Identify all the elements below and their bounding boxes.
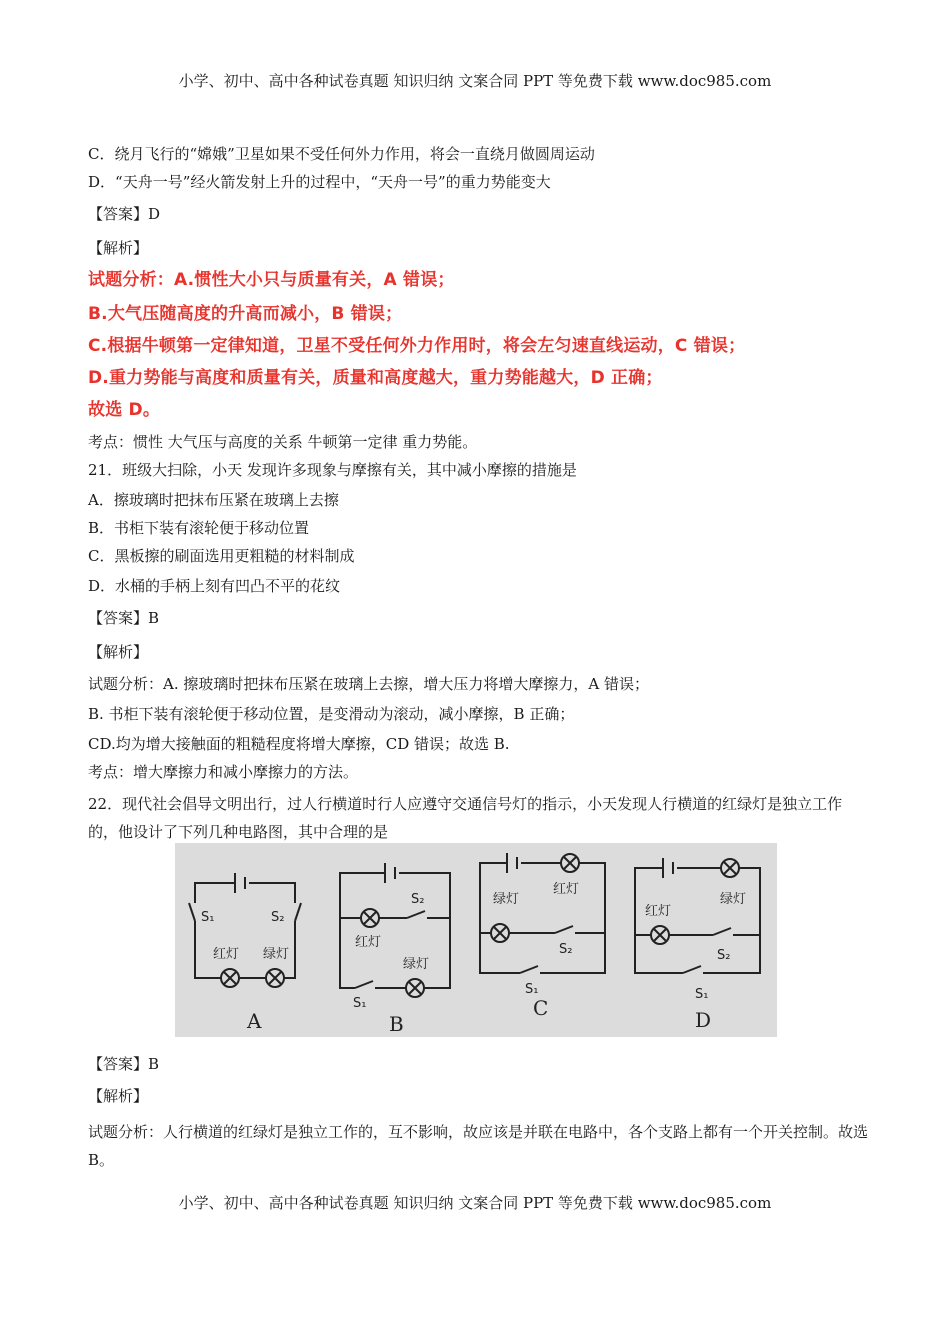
a-red-lamp-label: 红灯: [213, 947, 240, 962]
page-header: 小学、初中、高中各种试卷真题 知识归纳 文案合同 PPT 等免费下载 www.doc985.com: [178, 72, 772, 90]
d-s1-label: S₁: [695, 987, 709, 1002]
q20-analysis-line-4: D.重力势能与高度和质量有关，质量和高度越大，重力势能越大，D 正确；: [88, 368, 663, 388]
q20-option-d: D．“天舟一号”经火箭发射上升的过程中，“天舟一号”的重力势能变大: [88, 173, 551, 191]
b-s1-label: S₁: [353, 996, 367, 1011]
b-s2-label: S₂: [411, 892, 425, 907]
q20-answer: 【答案】D: [88, 205, 161, 223]
q21-answer: 【答案】B: [88, 609, 160, 627]
c-green-lamp-label: 绿灯: [493, 892, 520, 907]
q20-points: 考点：惯性 大气压与高度的关系 牛顿第一定律 重力势能。: [88, 433, 478, 451]
q20-analysis-title: 【解析】: [88, 239, 149, 257]
q22-analysis-title: 【解析】: [88, 1087, 149, 1105]
circuit-diagrams-figure: [175, 843, 777, 1037]
q20-analysis-line-1: 试题分析：A.惯性大小只与质量有关，A 错误；: [88, 270, 455, 290]
q22-answer: 【答案】B: [88, 1055, 160, 1073]
c-red-lamp-label: 红灯: [553, 882, 580, 897]
caption-d: D: [695, 1008, 712, 1032]
q20-analysis-line-2: B.大气压随高度的升高而减小，B 错误；: [88, 304, 403, 324]
q21-option-c: C．黑板擦的刷面选用更粗糙的材料制成: [88, 547, 355, 565]
q22-analysis: 试题分析：人行横道的红绿灯是独立工作的，互不影响，故应该是并联在电路中，各个支路上都有一个开关控制。故选 B。: [88, 1123, 869, 1169]
a-green-lamp-label: 绿灯: [263, 947, 290, 962]
caption-a: A: [247, 1009, 262, 1033]
q20-analysis-line-3: C.根据牛顿第一定律知道，卫星不受任何外力作用时，将会左匀速直线运动，C 错误；: [88, 336, 746, 356]
q21-points: 考点：增大摩擦力和减小摩擦力的方法。: [88, 763, 359, 781]
q21-option-d: D．水桶的手柄上刻有凹凸不平的花纹: [88, 577, 341, 595]
q21-analysis-line-3: CD.均为增大接触面的粗糙程度将增大摩擦，CD 错误；故选 B.: [88, 735, 510, 753]
q21-option-a: A．擦玻璃时把抹布压紧在玻璃上去擦: [88, 491, 339, 509]
caption-c: C: [533, 996, 549, 1020]
c-s1-label: S₁: [525, 982, 539, 997]
circuit-a: [189, 873, 301, 987]
q20-analysis-line-5: 故选 D。: [88, 400, 161, 420]
a-s2-label: S₂: [271, 910, 285, 925]
q21-option-b: B．书柜下装有滚轮便于移动位置: [88, 519, 310, 537]
q21-stem: 21．班级大扫除，小天 发现许多现象与摩擦有关，其中减小摩擦的措施是: [88, 461, 577, 479]
q21-analysis-line-1: 试题分析：A. 擦玻璃时把抹布压紧在玻璃上去擦，增大压力将增大摩擦力，A 错误；: [88, 675, 649, 693]
q21-analysis-title: 【解析】: [88, 643, 149, 661]
a-s1-label: S₁: [201, 910, 215, 925]
circuit-c: [480, 853, 605, 978]
c-s2-label: S₂: [559, 942, 573, 957]
d-red-lamp-label: 红灯: [645, 904, 672, 919]
q20-option-c: C．绕月飞行的“嫦娥”卫星如果不受任何外力作用，将会一直绕月做圆周运动: [88, 145, 595, 163]
q22-stem: 22．现代社会倡导文明出行，过人行横道时行人应遵守交通信号灯的指示，小天发现人行横道的红绿灯是独立工作的，他设计了下列几种电路图，其中合理的是: [88, 795, 843, 841]
b-red-lamp-label: 红灯: [355, 935, 382, 950]
b-green-lamp-label: 绿灯: [403, 957, 430, 972]
circuit-b: [340, 863, 450, 997]
d-green-lamp-label: 绿灯: [720, 892, 747, 907]
d-s2-label: S₂: [717, 948, 731, 963]
caption-b: B: [389, 1012, 404, 1036]
q21-analysis-line-2: B. 书柜下装有滚轮便于移动位置，是变滑动为滚动，减小摩擦，B 正确；: [88, 705, 575, 723]
page-footer: 小学、初中、高中各种试卷真题 知识归纳 文案合同 PPT 等免费下载 www.doc985.com: [178, 1194, 772, 1212]
